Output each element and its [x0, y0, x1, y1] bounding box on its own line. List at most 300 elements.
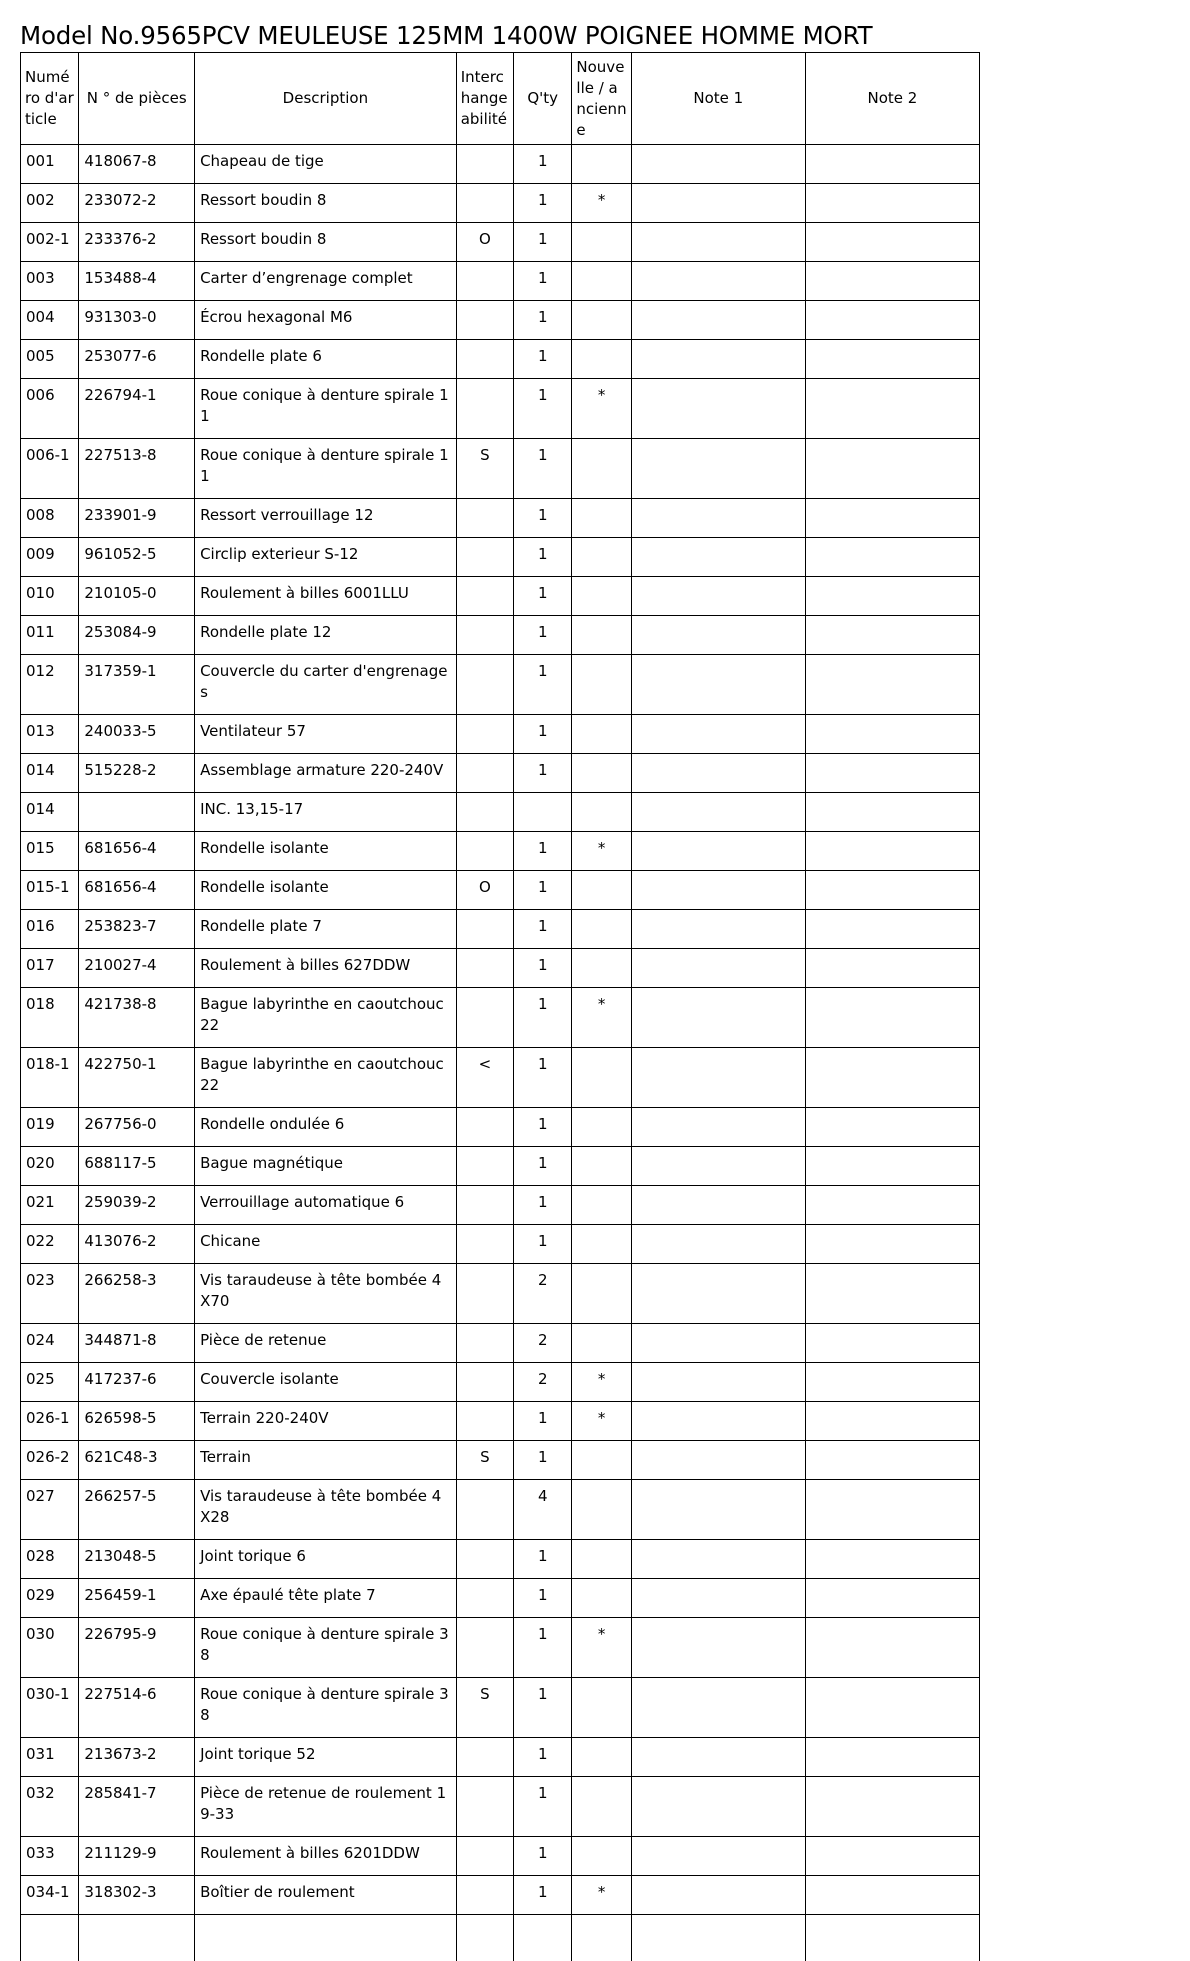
cell-note-1 [631, 1777, 805, 1837]
cell-interchangeability [456, 1186, 513, 1225]
cell-new-old [572, 301, 631, 340]
cell-empty [456, 1915, 513, 1961]
cell-note-2 [805, 1441, 979, 1480]
cell-note-1 [631, 1147, 805, 1186]
table-row [21, 1108, 980, 1147]
table-row [21, 145, 980, 184]
cell-item-number: 022 [21, 1225, 79, 1264]
table-row [21, 1579, 980, 1618]
cell-part-number: 233376-2 [79, 223, 195, 262]
cell-new-old: * [572, 379, 631, 439]
cell-item-number: 026-1 [21, 1402, 79, 1441]
cell-note-2 [805, 910, 979, 949]
cell-note-1 [631, 754, 805, 793]
cell-interchangeability [456, 1618, 513, 1678]
table-row [21, 1777, 980, 1837]
cell-empty [805, 1915, 979, 1961]
cell-part-number: 211129-9 [79, 1837, 195, 1876]
table-row [21, 184, 980, 223]
cell-quantity: 1 [514, 1738, 572, 1777]
cell-quantity: 1 [514, 145, 572, 184]
cell-description: Joint torique 52 [195, 1738, 457, 1777]
cell-interchangeability [456, 1480, 513, 1540]
cell-item-number: 014 [21, 793, 79, 832]
cell-description: Assemblage armature 220-240V [195, 754, 457, 793]
cell-part-number: 253077-6 [79, 340, 195, 379]
table-row [21, 1540, 980, 1579]
table-row [21, 577, 980, 616]
cell-note-1 [631, 655, 805, 715]
cell-interchangeability [456, 988, 513, 1048]
cell-note-2 [805, 499, 979, 538]
cell-interchangeability [456, 1324, 513, 1363]
cell-part-number: 266258-3 [79, 1264, 195, 1324]
cell-description: Bague labyrinthe en caoutchouc 22 [195, 1048, 457, 1108]
cell-description: Ressort boudin 8 [195, 223, 457, 262]
cell-description: Roue conique à denture spirale 38 [195, 1678, 457, 1738]
table-row [21, 910, 980, 949]
cell-note-1 [631, 223, 805, 262]
cell-note-1 [631, 1837, 805, 1876]
cell-quantity: 1 [514, 655, 572, 715]
cell-note-1 [631, 538, 805, 577]
cell-description: Pièce de retenue [195, 1324, 457, 1363]
cell-new-old [572, 1678, 631, 1738]
table-row [21, 1225, 980, 1264]
cell-interchangeability [456, 616, 513, 655]
cell-empty [631, 1915, 805, 1961]
cell-new-old [572, 655, 631, 715]
cell-note-1 [631, 1402, 805, 1441]
cell-note-2 [805, 715, 979, 754]
cell-description: Roulement à billes 6201DDW [195, 1837, 457, 1876]
cell-quantity: 1 [514, 538, 572, 577]
cell-interchangeability [456, 910, 513, 949]
header-new-old: Nouvelle / ancienne [572, 53, 631, 145]
cell-new-old [572, 1147, 631, 1186]
cell-new-old [572, 1108, 631, 1147]
table-row [21, 655, 980, 715]
cell-quantity: 1 [514, 1225, 572, 1264]
cell-description: Joint torique 6 [195, 1540, 457, 1579]
cell-item-number: 013 [21, 715, 79, 754]
cell-part-number: 256459-1 [79, 1579, 195, 1618]
cell-note-2 [805, 145, 979, 184]
cell-new-old [572, 1225, 631, 1264]
cell-note-1 [631, 1480, 805, 1540]
cell-new-old: * [572, 184, 631, 223]
cell-item-number: 029 [21, 1579, 79, 1618]
cell-interchangeability: < [456, 1048, 513, 1108]
cell-part-number: 240033-5 [79, 715, 195, 754]
cell-part-number: 259039-2 [79, 1186, 195, 1225]
table-body [21, 145, 980, 1961]
cell-new-old [572, 793, 631, 832]
table-row [21, 832, 980, 871]
cell-quantity: 4 [514, 1480, 572, 1540]
cell-note-1 [631, 1186, 805, 1225]
cell-item-number: 019 [21, 1108, 79, 1147]
cell-item-number: 034-1 [21, 1876, 79, 1915]
cell-note-2 [805, 184, 979, 223]
cell-item-number: 006-1 [21, 439, 79, 499]
cell-note-1 [631, 340, 805, 379]
cell-interchangeability [456, 301, 513, 340]
cell-new-old [572, 910, 631, 949]
cell-note-2 [805, 949, 979, 988]
cell-note-1 [631, 379, 805, 439]
cell-new-old [572, 1738, 631, 1777]
cell-item-number: 026-2 [21, 1441, 79, 1480]
cell-empty [514, 1915, 572, 1961]
cell-note-1 [631, 1579, 805, 1618]
cell-interchangeability [456, 145, 513, 184]
cell-note-2 [805, 223, 979, 262]
cell-description: Rondelle plate 12 [195, 616, 457, 655]
cell-new-old [572, 1264, 631, 1324]
cell-item-number: 003 [21, 262, 79, 301]
cell-note-2 [805, 379, 979, 439]
table-row [21, 538, 980, 577]
cell-quantity: 1 [514, 1579, 572, 1618]
cell-part-number: 227514-6 [79, 1678, 195, 1738]
cell-note-2 [805, 538, 979, 577]
cell-new-old [572, 1048, 631, 1108]
cell-description: Roulement à billes 6001LLU [195, 577, 457, 616]
cell-item-number: 002 [21, 184, 79, 223]
table-row [21, 1480, 980, 1540]
cell-new-old [572, 145, 631, 184]
cell-quantity: 1 [514, 1540, 572, 1579]
cell-note-2 [805, 1876, 979, 1915]
cell-description: Écrou hexagonal M6 [195, 301, 457, 340]
table-row [21, 1738, 980, 1777]
cell-item-number: 032 [21, 1777, 79, 1837]
cell-item-number: 009 [21, 538, 79, 577]
cell-part-number: 213673-2 [79, 1738, 195, 1777]
cell-part-number: 515228-2 [79, 754, 195, 793]
cell-part-number: 422750-1 [79, 1048, 195, 1108]
cell-new-old [572, 577, 631, 616]
cell-item-number: 015-1 [21, 871, 79, 910]
header-interchangeability: Interchangeabilité [456, 53, 513, 145]
cell-interchangeability: S [456, 1441, 513, 1480]
cell-note-2 [805, 655, 979, 715]
cell-note-2 [805, 754, 979, 793]
table-row [21, 439, 980, 499]
table-row [21, 949, 980, 988]
cell-description: Couvercle isolante [195, 1363, 457, 1402]
cell-item-number: 010 [21, 577, 79, 616]
cell-note-1 [631, 301, 805, 340]
cell-interchangeability [456, 1540, 513, 1579]
cell-new-old: * [572, 1402, 631, 1441]
cell-item-number: 002-1 [21, 223, 79, 262]
cell-item-number: 030-1 [21, 1678, 79, 1738]
cell-interchangeability [456, 538, 513, 577]
table-row [21, 1678, 980, 1738]
cell-note-1 [631, 439, 805, 499]
cell-note-2 [805, 832, 979, 871]
header-note-2: Note 2 [805, 53, 979, 145]
cell-new-old: * [572, 1363, 631, 1402]
cell-note-2 [805, 988, 979, 1048]
cell-empty [79, 1915, 195, 1961]
cell-item-number: 018 [21, 988, 79, 1048]
cell-note-2 [805, 439, 979, 499]
cell-part-number: 253823-7 [79, 910, 195, 949]
cell-note-2 [805, 1186, 979, 1225]
cell-quantity: 1 [514, 1441, 572, 1480]
table-row [21, 988, 980, 1048]
cell-quantity: 1 [514, 1186, 572, 1225]
cell-note-1 [631, 1678, 805, 1738]
cell-part-number: 626598-5 [79, 1402, 195, 1441]
cell-quantity: 1 [514, 1147, 572, 1186]
cell-note-2 [805, 1048, 979, 1108]
table-row-empty [21, 1915, 980, 1961]
cell-interchangeability [456, 1837, 513, 1876]
header-note-1: Note 1 [631, 53, 805, 145]
cell-quantity: 1 [514, 184, 572, 223]
cell-item-number: 016 [21, 910, 79, 949]
cell-part-number: 318302-3 [79, 1876, 195, 1915]
cell-part-number: 210105-0 [79, 577, 195, 616]
cell-description: INC. 13,15-17 [195, 793, 457, 832]
cell-description: Axe épaulé tête plate 7 [195, 1579, 457, 1618]
cell-part-number: 413076-2 [79, 1225, 195, 1264]
table-row [21, 871, 980, 910]
cell-note-1 [631, 988, 805, 1048]
cell-interchangeability [456, 655, 513, 715]
cell-note-1 [631, 1048, 805, 1108]
cell-quantity: 1 [514, 910, 572, 949]
cell-empty [21, 1915, 79, 1961]
cell-note-2 [805, 340, 979, 379]
cell-interchangeability [456, 1363, 513, 1402]
header-item-number: Numéro d'article [21, 53, 79, 145]
cell-quantity [514, 793, 572, 832]
header-description: Description [195, 53, 457, 145]
cell-new-old [572, 1837, 631, 1876]
cell-quantity: 1 [514, 1837, 572, 1876]
cell-part-number: 681656-4 [79, 832, 195, 871]
header-quantity: Q'ty [514, 53, 572, 145]
table-row [21, 1048, 980, 1108]
cell-new-old [572, 538, 631, 577]
cell-item-number: 025 [21, 1363, 79, 1402]
cell-note-1 [631, 832, 805, 871]
cell-description: Roulement à billes 627DDW [195, 949, 457, 988]
cell-note-2 [805, 1618, 979, 1678]
table-row [21, 1264, 980, 1324]
cell-interchangeability [456, 1579, 513, 1618]
cell-note-2 [805, 301, 979, 340]
cell-item-number: 001 [21, 145, 79, 184]
cell-part-number: 233901-9 [79, 499, 195, 538]
cell-interchangeability [456, 1108, 513, 1147]
cell-item-number: 015 [21, 832, 79, 871]
cell-description: Vis taraudeuse à tête bombée 4X28 [195, 1480, 457, 1540]
table-row [21, 301, 980, 340]
cell-item-number: 024 [21, 1324, 79, 1363]
cell-note-2 [805, 1363, 979, 1402]
cell-empty [572, 1915, 631, 1961]
cell-item-number: 011 [21, 616, 79, 655]
cell-note-2 [805, 1738, 979, 1777]
cell-part-number: 213048-5 [79, 1540, 195, 1579]
cell-new-old [572, 262, 631, 301]
cell-new-old [572, 1579, 631, 1618]
cell-note-1 [631, 1324, 805, 1363]
cell-quantity: 1 [514, 301, 572, 340]
cell-note-2 [805, 1480, 979, 1540]
table-row [21, 379, 980, 439]
cell-part-number: 233072-2 [79, 184, 195, 223]
cell-note-2 [805, 1678, 979, 1738]
cell-new-old [572, 1777, 631, 1837]
cell-description: Verrouillage automatique 6 [195, 1186, 457, 1225]
cell-interchangeability [456, 949, 513, 988]
cell-note-1 [631, 715, 805, 754]
cell-quantity: 1 [514, 223, 572, 262]
cell-note-1 [631, 1540, 805, 1579]
cell-part-number: 961052-5 [79, 538, 195, 577]
table-row [21, 262, 980, 301]
cell-quantity: 1 [514, 1876, 572, 1915]
cell-part-number: 226795-9 [79, 1618, 195, 1678]
cell-interchangeability [456, 1225, 513, 1264]
cell-part-number: 153488-4 [79, 262, 195, 301]
cell-new-old [572, 1441, 631, 1480]
cell-note-1 [631, 910, 805, 949]
cell-description: Rondelle isolante [195, 832, 457, 871]
cell-description: Roue conique à denture spirale 11 [195, 439, 457, 499]
table-row [21, 1441, 980, 1480]
cell-note-1 [631, 262, 805, 301]
cell-item-number: 020 [21, 1147, 79, 1186]
cell-part-number: 266257-5 [79, 1480, 195, 1540]
cell-description: Rondelle plate 7 [195, 910, 457, 949]
cell-item-number: 031 [21, 1738, 79, 1777]
cell-description: Circlip exterieur S-12 [195, 538, 457, 577]
cell-quantity: 1 [514, 340, 572, 379]
cell-new-old [572, 1540, 631, 1579]
cell-interchangeability [456, 1777, 513, 1837]
cell-interchangeability [456, 340, 513, 379]
cell-part-number: 688117-5 [79, 1147, 195, 1186]
cell-quantity: 2 [514, 1264, 572, 1324]
cell-description: Chapeau de tige [195, 145, 457, 184]
cell-item-number: 018-1 [21, 1048, 79, 1108]
cell-interchangeability [456, 184, 513, 223]
cell-new-old [572, 439, 631, 499]
cell-note-2 [805, 616, 979, 655]
cell-note-2 [805, 577, 979, 616]
cell-description: Bague magnétique [195, 1147, 457, 1186]
cell-part-number: 344871-8 [79, 1324, 195, 1363]
cell-new-old [572, 1480, 631, 1540]
cell-new-old [572, 223, 631, 262]
cell-note-2 [805, 1540, 979, 1579]
cell-new-old [572, 1186, 631, 1225]
cell-quantity: 1 [514, 1678, 572, 1738]
cell-item-number: 006 [21, 379, 79, 439]
cell-part-number: 253084-9 [79, 616, 195, 655]
cell-description: Chicane [195, 1225, 457, 1264]
cell-empty [195, 1915, 457, 1961]
cell-description: Rondelle ondulée 6 [195, 1108, 457, 1147]
cell-quantity: 1 [514, 1048, 572, 1108]
cell-item-number: 014 [21, 754, 79, 793]
header-part-number: N ° de pièces [79, 53, 195, 145]
cell-quantity: 1 [514, 616, 572, 655]
cell-note-1 [631, 1618, 805, 1678]
cell-description: Rondelle isolante [195, 871, 457, 910]
cell-note-2 [805, 1402, 979, 1441]
parts-table [20, 52, 980, 1961]
cell-item-number: 017 [21, 949, 79, 988]
cell-item-number: 021 [21, 1186, 79, 1225]
cell-interchangeability [456, 262, 513, 301]
cell-item-number: 023 [21, 1264, 79, 1324]
cell-interchangeability [456, 793, 513, 832]
cell-quantity: 1 [514, 262, 572, 301]
cell-new-old [572, 871, 631, 910]
cell-interchangeability: O [456, 223, 513, 262]
cell-part-number: 267756-0 [79, 1108, 195, 1147]
cell-note-2 [805, 1777, 979, 1837]
cell-quantity: 2 [514, 1324, 572, 1363]
cell-part-number: 681656-4 [79, 871, 195, 910]
cell-interchangeability [456, 754, 513, 793]
cell-item-number: 005 [21, 340, 79, 379]
cell-interchangeability [456, 1402, 513, 1441]
cell-note-1 [631, 616, 805, 655]
cell-quantity: 1 [514, 754, 572, 793]
cell-quantity: 1 [514, 499, 572, 538]
cell-part-number: 226794-1 [79, 379, 195, 439]
cell-description: Pièce de retenue de roulement 19-33 [195, 1777, 457, 1837]
cell-description: Roue conique à denture spirale 11 [195, 379, 457, 439]
cell-part-number: 317359-1 [79, 655, 195, 715]
table-row [21, 1618, 980, 1678]
cell-description: Roue conique à denture spirale 38 [195, 1618, 457, 1678]
cell-part-number: 285841-7 [79, 1777, 195, 1837]
cell-note-1 [631, 1441, 805, 1480]
table-row [21, 1186, 980, 1225]
cell-note-1 [631, 949, 805, 988]
cell-note-2 [805, 1324, 979, 1363]
table-row [21, 1363, 980, 1402]
cell-note-1 [631, 793, 805, 832]
cell-note-1 [631, 871, 805, 910]
cell-note-2 [805, 1837, 979, 1876]
cell-item-number: 012 [21, 655, 79, 715]
cell-quantity: 1 [514, 1777, 572, 1837]
cell-interchangeability [456, 1738, 513, 1777]
cell-new-old [572, 715, 631, 754]
table-row [21, 340, 980, 379]
cell-note-1 [631, 145, 805, 184]
cell-new-old: * [572, 832, 631, 871]
cell-interchangeability [456, 1147, 513, 1186]
document-title: Model No.9565PCV MEULEUSE 125MM 1400W POIGNEE HOMME MORT [20, 21, 872, 50]
cell-quantity: 1 [514, 832, 572, 871]
table-row [21, 715, 980, 754]
cell-item-number: 008 [21, 499, 79, 538]
table-row [21, 1837, 980, 1876]
